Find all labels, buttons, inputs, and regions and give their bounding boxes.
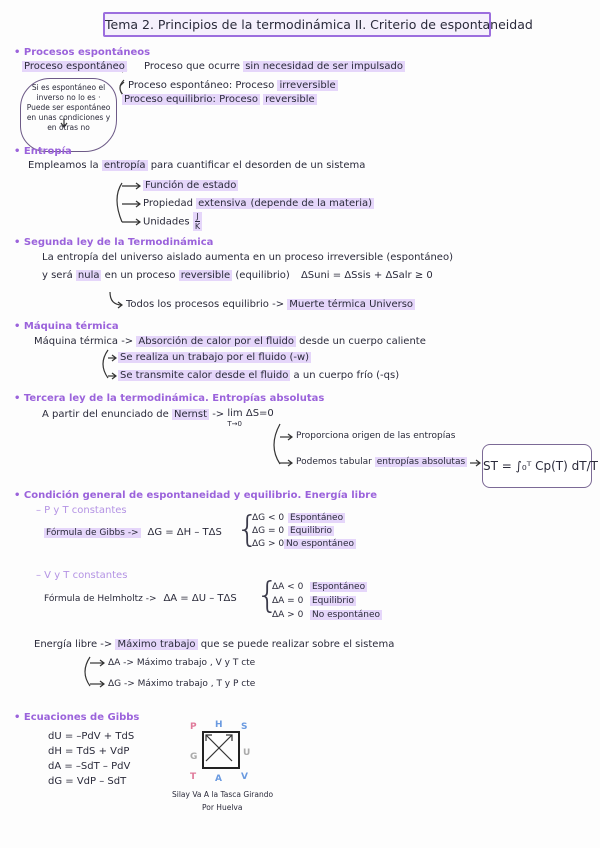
corner-p: P bbox=[190, 722, 197, 732]
units-fraction bbox=[193, 212, 202, 231]
mnemonic-1: Silay Va A la Tasca Girando bbox=[172, 790, 274, 799]
mnemonic-2: Por Huelva bbox=[202, 803, 243, 812]
bullet-unidades bbox=[143, 212, 202, 231]
helm-eq: ΔA = ΔU – TΔS bbox=[163, 593, 237, 604]
corner-a: A bbox=[215, 774, 222, 784]
segunda-ley-l2 bbox=[42, 270, 433, 281]
definition-line bbox=[22, 61, 405, 72]
a-res: Espontáneo bbox=[312, 582, 366, 592]
section-heading-entropia: • Entropía bbox=[14, 146, 72, 157]
g-cond: ΔG = 0 bbox=[252, 526, 285, 536]
sub-vt: – V y T constantes bbox=[36, 570, 128, 581]
def-highlight: sin necesidad de ser impulsado bbox=[245, 61, 403, 72]
b2-text: a un cuerpo frío (-qs) bbox=[293, 370, 400, 381]
corner-h: H bbox=[215, 720, 223, 730]
segunda-ley-l3 bbox=[126, 299, 415, 310]
a-row bbox=[272, 608, 382, 622]
maquina-l1 bbox=[34, 336, 426, 347]
gibbs-equations bbox=[48, 729, 134, 789]
corner-g: G bbox=[190, 752, 198, 762]
limit-sub: T→0 bbox=[227, 420, 242, 428]
gibbs-eq: ΔG = ΔH – TΔS bbox=[147, 527, 222, 538]
g-row bbox=[252, 512, 356, 525]
eq-da: dA = –SdT – PdV bbox=[48, 761, 131, 772]
free-highlight: Máximo trabajo bbox=[117, 639, 196, 650]
corner-v: V bbox=[241, 772, 248, 782]
section-heading-tercera-ley: • Tercera ley de la termodinámica. Entropías absolutas bbox=[14, 393, 324, 404]
a-cond: ΔA < 0 bbox=[272, 582, 304, 592]
units-label: Unidades bbox=[143, 216, 190, 228]
l2-highlight-nula: nula bbox=[77, 270, 100, 281]
tercera-b2 bbox=[296, 457, 467, 467]
bullet-text: Función de estado bbox=[145, 180, 237, 191]
free-b1: ΔA -> Máximo trabajo , V y T cte bbox=[108, 658, 256, 668]
eq-du: dU = –PdV + TdS bbox=[48, 731, 135, 742]
l1-text: A partir del enunciado de bbox=[42, 409, 169, 420]
g-row bbox=[252, 538, 356, 551]
gibbs-conditions bbox=[252, 512, 356, 551]
nernst-line: A partir del enunciado de Nernst -> lim ΔS=0 T→0 bbox=[42, 408, 274, 428]
l1-text: Máquina térmica -> bbox=[34, 336, 134, 347]
l1-highlight: Nernst bbox=[173, 409, 208, 420]
gibbs-label: Fórmula de Gibbs -> bbox=[46, 528, 139, 538]
g-cond: ΔG < 0 bbox=[252, 513, 285, 523]
line-highlight: entropía bbox=[103, 160, 146, 171]
bullet-text: Propiedad bbox=[143, 198, 193, 209]
energia-libre-line bbox=[34, 639, 394, 650]
helm-label: Fórmula de Helmholtz -> bbox=[44, 594, 157, 604]
term: Proceso espontáneo bbox=[24, 61, 125, 72]
tercera-b1: Proporciona origen de las entropías bbox=[296, 431, 456, 441]
def-text: Proceso que ocurre bbox=[144, 61, 241, 72]
bullet-funcion-estado bbox=[143, 180, 238, 191]
units-den: K bbox=[194, 222, 201, 231]
g-res: Equilibrio bbox=[290, 526, 333, 536]
line-text: Empleamos la bbox=[28, 160, 99, 171]
cloud-note: Si es espontáneo el inverso no lo es · Puede ser espontáneo en unas condiciones y en otras no bbox=[26, 83, 111, 132]
a-res: No espontáneo bbox=[312, 610, 381, 620]
free-text-2: que se puede realizar sobre el sistema bbox=[200, 639, 395, 650]
b2-text: Podemos tabular bbox=[296, 457, 372, 467]
gibbs-formula bbox=[44, 527, 222, 538]
l2-text-2: en un proceso bbox=[104, 270, 176, 281]
page-title: Tema 2. Principios de la termodinámica II. Criterio de espontaneidad bbox=[103, 12, 491, 37]
l1-highlight: Absorción de calor por el fluido bbox=[138, 336, 294, 347]
corner-u: U bbox=[243, 748, 251, 758]
l2-text: y será bbox=[42, 270, 73, 281]
a-cond: ΔA > 0 bbox=[272, 610, 304, 620]
b2-highlight: Se transmite calor desde el fluido bbox=[120, 370, 289, 381]
section-heading-segunda-ley: • Segunda ley de la Termodinámica bbox=[14, 237, 213, 248]
l2-text-3: (equilibrio) bbox=[235, 270, 290, 281]
absolute-entropy-formula: ST = ∫₀ᵀ Cp(T) dT/T bbox=[482, 444, 592, 488]
free-b2: ΔG -> Máximo trabajo , T y P cte bbox=[108, 679, 256, 689]
l3-highlight: Muerte térmica Universo bbox=[289, 299, 414, 310]
thermo-square bbox=[202, 731, 240, 769]
g-res: Espontáneo bbox=[290, 513, 344, 523]
brace-a: { bbox=[256, 575, 279, 616]
b1-text: Se realiza un trabajo por el fluido (-w) bbox=[120, 352, 310, 363]
maquina-b2 bbox=[118, 370, 399, 381]
g-cond: ΔG > 0 bbox=[252, 539, 285, 549]
free-text: Energía libre -> bbox=[34, 639, 113, 650]
sub-pt: – P y T constantes bbox=[36, 505, 127, 516]
brace-g: { bbox=[236, 509, 259, 550]
bullet-highlight: irreversible bbox=[279, 80, 336, 91]
bullet-highlight: extensiva bbox=[198, 198, 247, 209]
g-res: No espontáneo bbox=[286, 539, 355, 549]
section-heading-procesos: • Procesos espontáneos bbox=[14, 47, 150, 58]
maquina-b1 bbox=[118, 352, 311, 363]
section-heading-ecuaciones: • Ecuaciones de Gibbs bbox=[14, 712, 139, 723]
eq-dg: dG = VdP – SdT bbox=[48, 776, 127, 787]
eq-dh: dH = TdS + VdP bbox=[48, 746, 130, 757]
line-text-2: para cuantificar el desorden de un sistema bbox=[150, 160, 366, 171]
a-row bbox=[272, 594, 382, 608]
bullet-espontaneo bbox=[128, 80, 338, 91]
a-res: Equilibrio bbox=[312, 596, 355, 606]
g-row bbox=[252, 525, 356, 538]
a-cond: ΔA = 0 bbox=[272, 596, 304, 606]
b2-highlight: entropías absolutas bbox=[376, 457, 466, 467]
entropia-line bbox=[28, 160, 365, 171]
units-num: J bbox=[196, 212, 199, 221]
bullet-note: (depende de la materia) bbox=[250, 198, 373, 209]
l2-highlight-reversible: reversible bbox=[180, 270, 231, 281]
bullet-text: Proceso equilibrio: Proceso bbox=[124, 94, 258, 105]
helmholtz-formula bbox=[44, 593, 237, 604]
limit-expr: lim ΔS=0 bbox=[227, 408, 274, 419]
corner-s: S bbox=[241, 722, 248, 732]
bullet-equilibrio bbox=[122, 94, 317, 105]
l3-text: Todos los procesos equilibrio -> bbox=[126, 299, 285, 310]
corner-t: T bbox=[190, 772, 197, 782]
helmholtz-conditions bbox=[272, 580, 382, 622]
section-heading-energia-libre: • Condición general de espontaneidad y equilibrio. Energía libre bbox=[14, 490, 377, 501]
note-cloud bbox=[20, 78, 117, 152]
bullet-highlight: reversible bbox=[265, 94, 315, 105]
bullet-text: Proceso espontáneo: Proceso bbox=[128, 80, 275, 91]
bullet-extensiva bbox=[143, 198, 374, 209]
segunda-ley-l1: La entropía del universo aislado aumenta en un proceso irreversible (espontáneo) bbox=[42, 252, 453, 263]
a-row bbox=[272, 580, 382, 594]
section-heading-maquina: • Máquina térmica bbox=[14, 321, 119, 332]
entropy-equation: ΔSuni = ΔSsis + ΔSalr ≥ 0 bbox=[300, 270, 433, 281]
l1-text-2: desde un cuerpo caliente bbox=[299, 336, 426, 347]
